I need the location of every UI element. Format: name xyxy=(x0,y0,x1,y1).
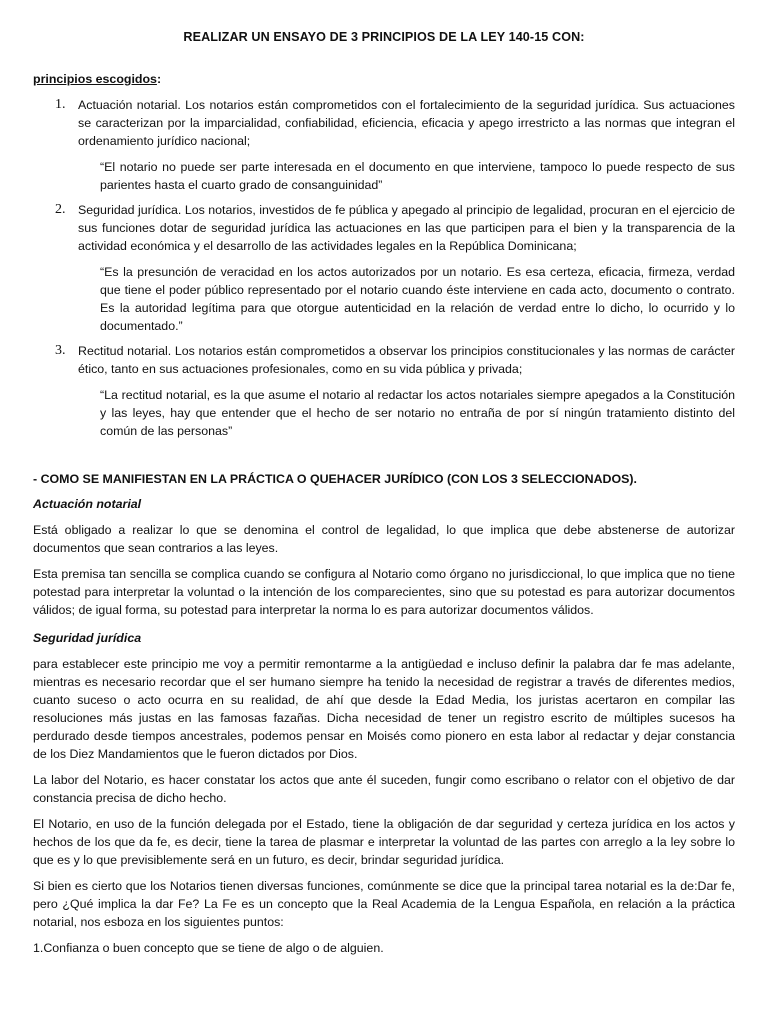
principle-number: 1. xyxy=(55,97,66,112)
principle-quote: “El notario no puede ser parte interesada en el documento en que interviene, tampoco lo puede respecto de sus parientes hasta el cuarto grado de consanguinidad” xyxy=(100,160,735,192)
principle-text: Seguridad jurídica. Los notarios, investidos de fe pública y apegado al principio de legalidad, procuran en el ejercicio de sus funciones dotar de seguridad jurídica las actuaciones en las que participen para el bien y la transparencia de la actividad económica y el desarrollo de las actividades legales en la República Dominicana; xyxy=(78,203,735,253)
principle-number: 3. xyxy=(55,343,66,358)
principle-number: 2. xyxy=(55,202,66,217)
document-title: REALIZAR UN ENSAYO DE 3 PRINCIPIOS DE LA LEY 140-15 CON: xyxy=(183,30,585,44)
principle-item xyxy=(33,342,735,440)
principle-text: Rectitud notarial. Los notarios están comprometidos a observar los principios constitucionales y las normas de carácter ético, tanto en sus actuaciones profesionales, como en su vida pública y privada; xyxy=(78,344,735,376)
paragraph: 1.Confianza o buen concepto que se tiene de algo o de alguien. xyxy=(33,941,384,955)
paragraph: La labor del Notario, es hacer constatar los actos que ante él suceden, fungir como escribano o relator con el objetivo de dar constancia precisa de dicho hecho. xyxy=(33,773,735,805)
chosen-principles-label-text: principios escogidos xyxy=(33,72,157,86)
principle-quote: “La rectitud notarial, es la que asume el notario al redactar los actos notariales siempre apegados a la Constitución y las leyes, hay que entender que el hecho de ser notario no entraña de por sí ningún tratamiento distinto del común de las personas” xyxy=(100,388,735,438)
principle-quote: “Es la presunción de veracidad en los actos autorizados por un notario. Es esa certeza, eficacia, firmeza, verdad que tiene el poder público representado por el notario cuando éste interviene en cada acto, documento o contrato. Es la autoridad legítima para que otorgue autenticidad en la relación de verdad entre lo dicho, lo ocurrido y lo documentado.” xyxy=(100,265,735,333)
paragraph: El Notario, en uso de la función delegada por el Estado, tiene la obligación de dar seguridad y certeza jurídica en los actos y hechos de los que da fe, es decir, tiene la tarea de plasmar e interpretar la voluntad de las partes con arreglo a la ley sobre lo que es y lo que previsiblemente será en un futuro, es decir, brindar seguridad jurídica. xyxy=(33,817,735,867)
paragraph: Si bien es cierto que los Notarios tienen diversas funciones, comúnmente se dice que la principal tarea notarial es la de:Dar fe, pero ¿Qué implica la dar Fe? La Fe es un concepto que la Real Academia de la Lengua Española, en relación a la práctica notarial, nos esboza en los siguientes puntos: xyxy=(33,879,735,929)
principle-text: Actuación notarial. Los notarios están comprometidos con el fortalecimiento de la seguridad jurídica. Sus actuaciones se caracterizan por la imparcialidad, confiabilidad, eficiencia, eficacia y apego irrestricto a las normas que integran el ordenamiento jurídico nacional; xyxy=(78,98,735,148)
principles-list xyxy=(33,96,735,440)
principle-item xyxy=(33,96,735,194)
chosen-principles-label xyxy=(33,70,735,88)
section-heading-seguridad: Seguridad jurídica xyxy=(33,631,142,645)
principle-item xyxy=(33,201,735,335)
paragraph: Está obligado a realizar lo que se denomina el control de legalidad, lo que implica que debe abstenerse de autorizar documentos que sean contrarios a las leyes. xyxy=(33,523,735,555)
paragraph: para establecer este principio me voy a permitir remontarme a la antigüedad e incluso definir la palabra dar fe mas adelante, mientras es necesario recordar que el ser humano siempre ha tenido la necesidad de registrar a través de diferentes medios, cuanto suceso o acto ocurra en su realidad, de ahí que desde la Edad Media, los juristas acertaron en compilar las resoluciones más justas en las famosas fazañas. Dicha necesidad de tener un registro escrito de múltiples sucesos ha perdurado desde tiempos ancestrales, podemos pensar en Moisés como pionero en esta labor al redactar y dejar constancia de los Diez Mandamientos que le fueron dictados por Dios. xyxy=(33,657,735,761)
section-heading-actuacion: Actuación notarial xyxy=(33,497,142,511)
chosen-principles-colon: : xyxy=(156,72,162,86)
practice-heading: - COMO SE MANIFIESTAN EN LA PRÁCTICA O QUEHACER JURÍDICO (CON LOS 3 SELECCIONADOS). xyxy=(33,472,637,486)
paragraph: Esta premisa tan sencilla se complica cuando se configura al Notario como órgano no jurisdiccional, lo que implica que no tiene potestad para interpretar la voluntad o la intención de los comparecientes, sino que su potestad es para autorizar documentos válidos; de igual forma, su potestad para interpretar la norma lo es para autorizar documentos válidos. xyxy=(33,567,735,617)
